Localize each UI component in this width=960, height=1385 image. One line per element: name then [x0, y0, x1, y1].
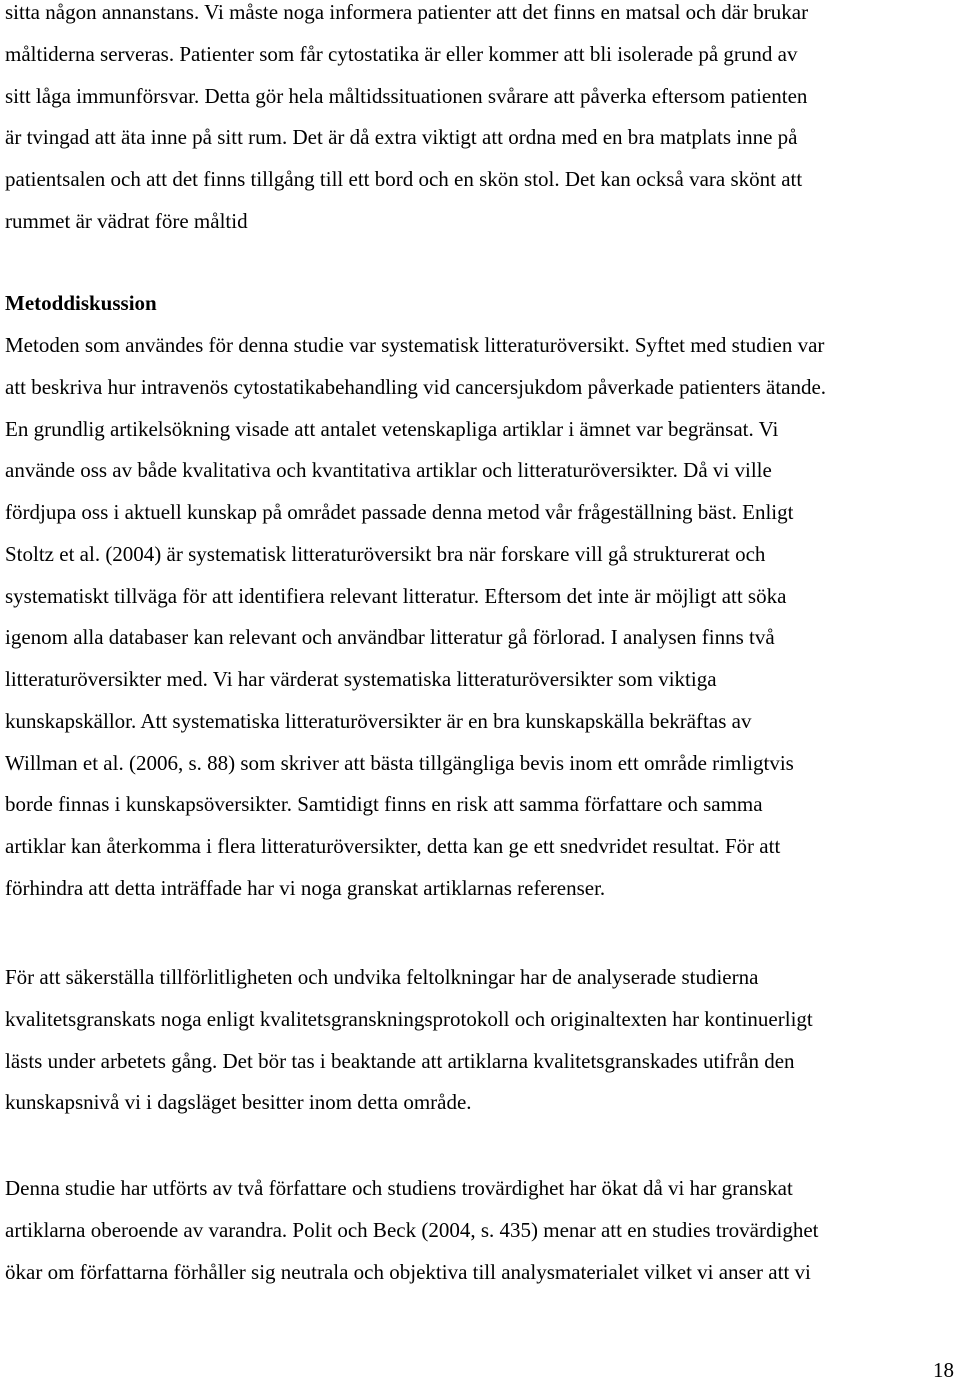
text-line: använde oss av både kvalitativa och kvantitativa artiklar och litteraturöversikter. Då vi ville — [5, 458, 772, 483]
text-line: rummet är vädrat före måltid — [5, 208, 248, 233]
text-line: systematiskt tillväga för att identifiera relevant litteratur. Eftersom det inte är möjligt att söka — [5, 583, 787, 608]
text-line: kunskapsnivå vi i dagsläget besitter inom detta område. — [5, 1090, 472, 1115]
text-line: Willman et al. (2006, s. 88) som skriver att bästa tillgängliga bevis inom ett område rimligtvis — [5, 750, 794, 775]
paragraph-reliability — [5, 957, 955, 1124]
section-heading: Metoddiskussion — [5, 291, 157, 315]
text-line: fördjupa oss i aktuell kunskap på området passade denna metod vår frågeställning bäst. Enligt — [5, 500, 794, 524]
text-line: En grundlig artikelsökning visade att antalet vetenskapliga artiklar i ämnet var begränsat. Vi — [5, 416, 779, 441]
text-line: måltiderna serveras. Patienter som får cytostatika är eller kommer att bli isolerade på grund av — [5, 41, 798, 66]
text-line: är tvingad att äta inne på sitt rum. Det är då extra viktigt att ordna med en bra matplats inne på — [5, 125, 798, 150]
text-line: kvalitetsgranskats noga enligt kvalitetsgranskningsprotokoll och originaltexten har kontinuerligt — [5, 1006, 813, 1031]
text-line: patientsalen och att det finns tillgång till ett bord och en skön stol. Det kan också vara skönt att — [5, 167, 803, 191]
text-line: sitta någon annanstans. Vi måste noga informera patienter att det finns en matsal och där brukar — [5, 0, 809, 24]
text-line: ökar om författarna förhåller sig neutrala och objektiva till analysmaterialet vilket vi anser att vi — [5, 1259, 811, 1284]
text-line: sitt låga immunförsvar. Detta gör hela måltidssituationen svårare att påverka eftersom patienten — [5, 83, 808, 108]
text-line: Metoden som användes för denna studie var systematisk litteraturöversikt. Syftet med studien var — [5, 333, 825, 357]
text-line: kunskapskällor. Att systematiska litteraturöversikter är en bra kunskapskälla bekräftas av — [5, 708, 752, 733]
text-line: att beskriva hur intravenös cytostatikabehandling vid cancersjukdom påverkade patienters ätande. — [5, 374, 827, 399]
text-line: Stoltz et al. (2004) är systematisk litteraturöversikt bra när forskare vill gå strukturerat och — [5, 541, 766, 566]
paragraph-meal-situation — [5, 0, 955, 243]
text-line: borde finnas i kunskapsöversikter. Samtidigt finns en risk att samma författare och samma — [5, 792, 763, 817]
text-line: För att säkerställa tillförlitligheten och undvika feltolkningar har de analyserade studierna — [5, 965, 759, 989]
paragraph-credibility — [5, 1168, 955, 1293]
text-line: lästs under arbetets gång. Det bör tas i beaktande att artiklarna kvalitetsgranskades utifrån den — [5, 1048, 795, 1073]
text-line: Denna studie har utförts av två författare och studiens trovärdighet har ökat då vi har granskat — [5, 1176, 793, 1200]
text-line: igenom alla databaser kan relevant och användbar litteratur gå förlorad. I analysen finns två — [5, 625, 775, 650]
text-line: litteraturöversikter med. Vi har värderat systematiska litteraturöversikter som viktiga — [5, 667, 717, 691]
text-line: artiklar kan återkomma i flera litteraturöversikter, detta kan ge ett snedvridet resultat. För att — [5, 834, 781, 858]
text-line: artiklarna oberoende av varandra. Polit och Beck (2004, s. 435) menar att en studies trovärdighet — [5, 1217, 819, 1242]
page-number: 18 — [933, 1358, 954, 1382]
text-line: förhindra att detta inträffade har vi noga granskat artiklarnas referenser. — [5, 875, 606, 900]
paragraph-method — [5, 325, 955, 910]
